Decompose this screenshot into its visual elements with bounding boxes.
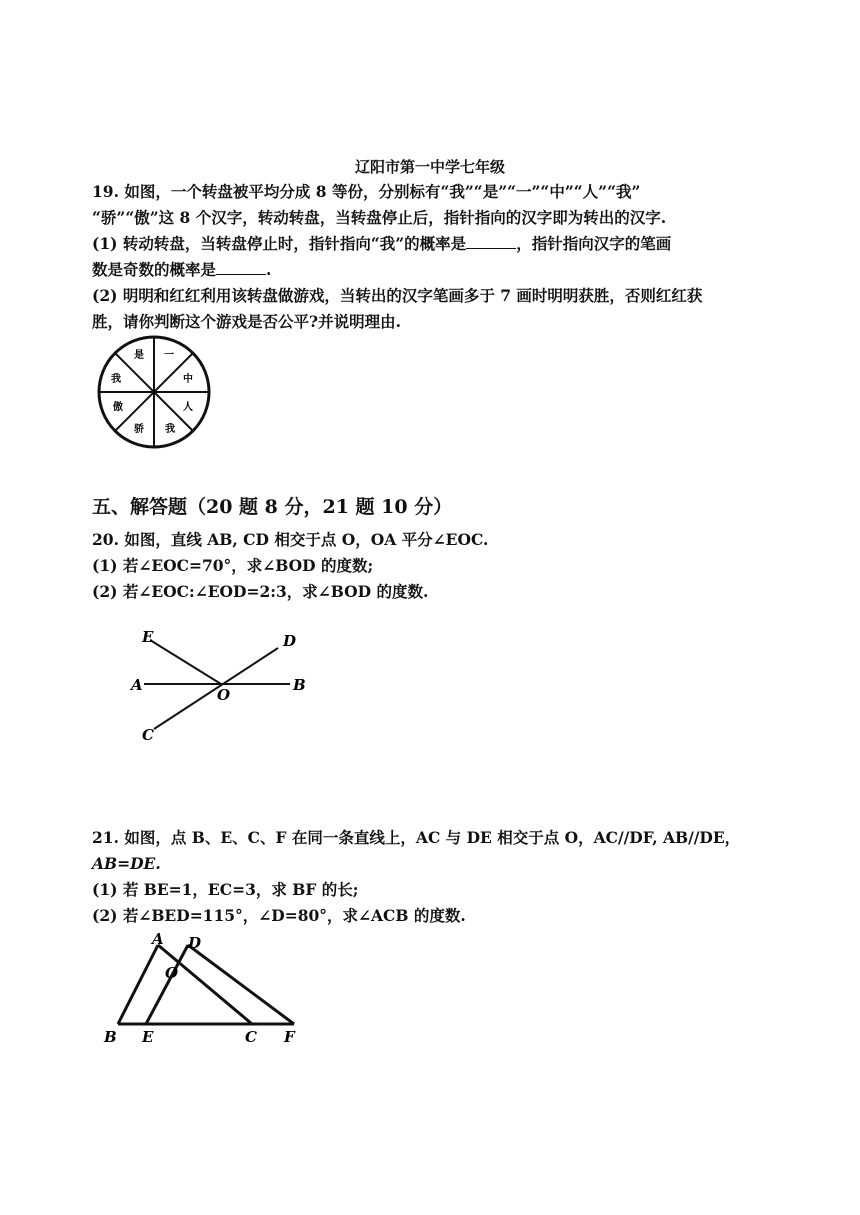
q20-part-1: (1) 若∠EOC=70°，求∠BOD 的度数; xyxy=(92,556,374,575)
q21-part-1: (1) 若 BE=1，EC=3，求 BF 的长; xyxy=(92,880,359,899)
spinner-label-shi: 是 xyxy=(134,350,144,361)
q19-part-1-cont xyxy=(92,258,271,282)
point-label-C: C xyxy=(142,726,154,744)
q20-line-1: 20. 如图，直线 AB, CD 相交于点 O，OA 平分∠EOC. xyxy=(92,530,489,549)
answer-blank xyxy=(216,258,266,275)
spinner-label-ren: 人 xyxy=(183,402,193,413)
point-label-O: O xyxy=(217,686,231,704)
q19-part-2-cont: 胜，请你判断这个游戏是否公平?并说明理由. xyxy=(92,312,401,331)
point-label-D: D xyxy=(283,632,297,650)
answer-blank xyxy=(466,232,516,249)
page-header: 辽阳市第一中学七年级 xyxy=(354,158,505,176)
intersecting-lines-diagram xyxy=(128,626,328,746)
section-5-heading: 五、解答题（20 题 8 分，21 题 10 分） xyxy=(92,496,453,518)
q19-part-1-text-b: ，指针指向汉字的笔画 xyxy=(516,234,672,253)
q21-part-2: (2) 若∠BED=115°，∠D=80°，求∠ACB 的度数. xyxy=(92,906,466,925)
q19-part-1-text-c: 数是奇数的概率是 xyxy=(92,260,217,279)
spinner-label-zhong: 中 xyxy=(183,374,193,385)
point-label-A: A xyxy=(152,930,164,948)
q19-part-2: (2) 明明和红红利用该转盘做游戏，当转出的汉字笔画多于 7 画时明明获胜，否则红红获 xyxy=(92,286,703,305)
q19-line-2: “骄”“傲”这 8 个汉字，转动转盘，当转盘停止后，指针指向的汉字即为转出的汉字. xyxy=(92,208,667,227)
spinner-label-ao: 傲 xyxy=(113,402,123,413)
point-label-C: C xyxy=(245,1028,257,1046)
q21-line-1: 21. 如图，点 B、E、C、F 在同一条直线上，AC 与 DE 相交于点 O，AC//DF, AB//DE， xyxy=(92,828,741,847)
point-label-D: D xyxy=(188,934,202,952)
q19-part-1-text-a: (1) 转动转盘，当转盘停止时，指针指向“我”的概率是 xyxy=(92,234,467,253)
point-label-B: B xyxy=(104,1028,117,1046)
point-label-F: F xyxy=(284,1028,295,1046)
spinner-label-wo-1: 我 xyxy=(111,374,121,385)
spinner-label-jiao: 骄 xyxy=(134,424,144,435)
point-label-E: E xyxy=(142,628,154,646)
q19-part-1-text-d: . xyxy=(266,260,272,279)
spinner-diagram xyxy=(96,334,212,450)
point-label-O: O xyxy=(165,964,179,982)
triangles-diagram xyxy=(102,932,312,1047)
point-label-B: B xyxy=(293,676,306,694)
point-label-E: E xyxy=(142,1028,154,1046)
point-label-A: A xyxy=(131,676,143,694)
q20-part-2: (2) 若∠EOC:∠EOD=2:3，求∠BOD 的度数. xyxy=(92,582,429,601)
q19-part-1 xyxy=(92,232,671,256)
q21-line-2: AB=DE. xyxy=(92,854,161,873)
spinner-label-wo-2: 我 xyxy=(165,424,175,435)
spinner-label-yi: 一 xyxy=(164,350,174,361)
q19-line-1: 19. 如图，一个转盘被平均分成 8 等份，分别标有“我”“是”“一”“中”“人”“我” xyxy=(92,182,641,201)
